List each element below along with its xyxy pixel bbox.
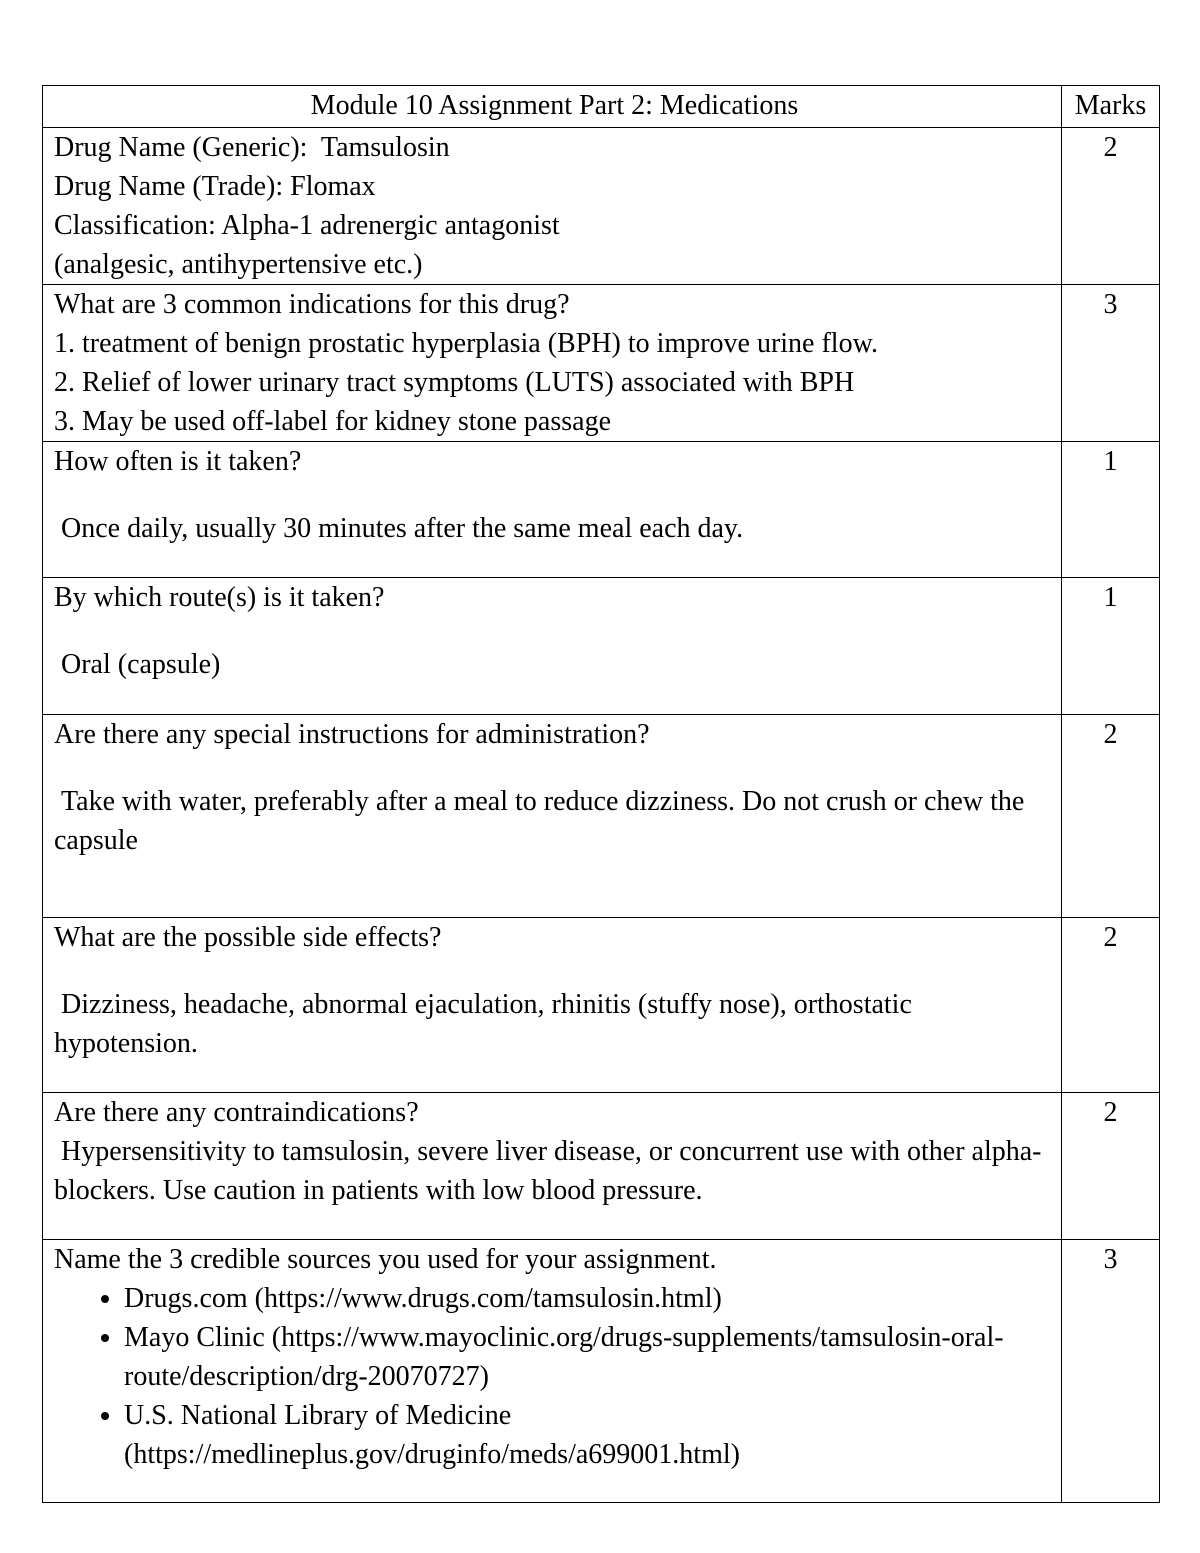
source-item: • Drugs.com (https://www.drugs.com/tamsulosin.html): [124, 1279, 1055, 1318]
route-answer: Oral (capsule): [54, 649, 221, 680]
sources-cell: [43, 1240, 1062, 1503]
indication-item: 3. May be used off-label for kidney stone passage: [54, 406, 611, 437]
indications-row: [43, 285, 1160, 442]
drug-name-row: [43, 128, 1160, 285]
route-question: By which route(s) is it taken?: [54, 582, 385, 613]
contraindications-answer: Hypersensitivity to tamsulosin, severe liver disease, or concurrent use with other alpha-blockers. Use caution in patients with low blood pressure.: [54, 1136, 1042, 1206]
side-effects-question: What are the possible side effects?: [54, 922, 442, 953]
indications-marks: 3: [1062, 285, 1160, 442]
drug-marks: 2: [1062, 128, 1160, 285]
sources-marks: 3: [1062, 1240, 1160, 1503]
instructions-marks: 2: [1062, 715, 1160, 918]
frequency-row: [43, 442, 1160, 578]
frequency-answer: Once daily, usually 30 minutes after the same meal each day.: [54, 513, 744, 544]
source-item: • U.S. National Library of Medicine (https://medlineplus.gov/druginfo/meds/a699001.html): [124, 1396, 1055, 1474]
indication-item: 1. treatment of benign prostatic hyperplasia (BPH) to improve urine flow.: [54, 328, 878, 359]
contraindications-marks: 2: [1062, 1093, 1160, 1240]
contraindications-cell: [43, 1093, 1062, 1240]
drug-name-cell: [43, 128, 1062, 285]
side-effects-marks: 2: [1062, 918, 1160, 1093]
header-row: [43, 86, 1160, 128]
frequency-question: How often is it taken?: [54, 446, 302, 477]
route-row: [43, 578, 1160, 715]
sources-list: [54, 1279, 1055, 1474]
instructions-cell: [43, 715, 1062, 918]
source-item: • Mayo Clinic (https://www.mayoclinic.org/drugs-supplements/tamsulosin-oral-route/description/drg-20070727): [124, 1318, 1055, 1396]
contraindications-question: Are there any contraindications?: [54, 1097, 419, 1128]
contraindications-row: [43, 1093, 1160, 1240]
classification: Classification: Alpha-1 adrenergic antagonist: [54, 210, 560, 241]
table-title: Module 10 Assignment Part 2: Medications: [43, 86, 1062, 128]
instructions-row: [43, 715, 1160, 918]
side-effects-cell: [43, 918, 1062, 1093]
trade-name: Drug Name (Trade): Flomax: [54, 171, 376, 202]
route-marks: 1: [1062, 578, 1160, 715]
assignment-table: [42, 85, 1160, 1503]
frequency-cell: [43, 442, 1062, 578]
classification-hint: (analgesic, antihypertensive etc.): [54, 249, 423, 280]
indications-question: What are 3 common indications for this drug?: [54, 289, 570, 320]
side-effects-answer: Dizziness, headache, abnormal ejaculation, rhinitis (stuffy nose), orthostatic hypotension.: [54, 989, 919, 1059]
route-cell: [43, 578, 1062, 715]
indication-item: 2. Relief of lower urinary tract symptoms (LUTS) associated with BPH: [54, 367, 855, 398]
instructions-question: Are there any special instructions for administration?: [54, 719, 650, 750]
generic-name: Drug Name (Generic): Tamsulosin: [54, 132, 450, 163]
side-effects-row: [43, 918, 1160, 1093]
marks-header: Marks: [1062, 86, 1160, 128]
sources-question: Name the 3 credible sources you used for your assignment.: [54, 1244, 717, 1275]
instructions-answer: Take with water, preferably after a meal to reduce dizziness. Do not crush or chew the capsule: [54, 786, 1032, 856]
indications-cell: [43, 285, 1062, 442]
sources-row: [43, 1240, 1160, 1503]
frequency-marks: 1: [1062, 442, 1160, 578]
